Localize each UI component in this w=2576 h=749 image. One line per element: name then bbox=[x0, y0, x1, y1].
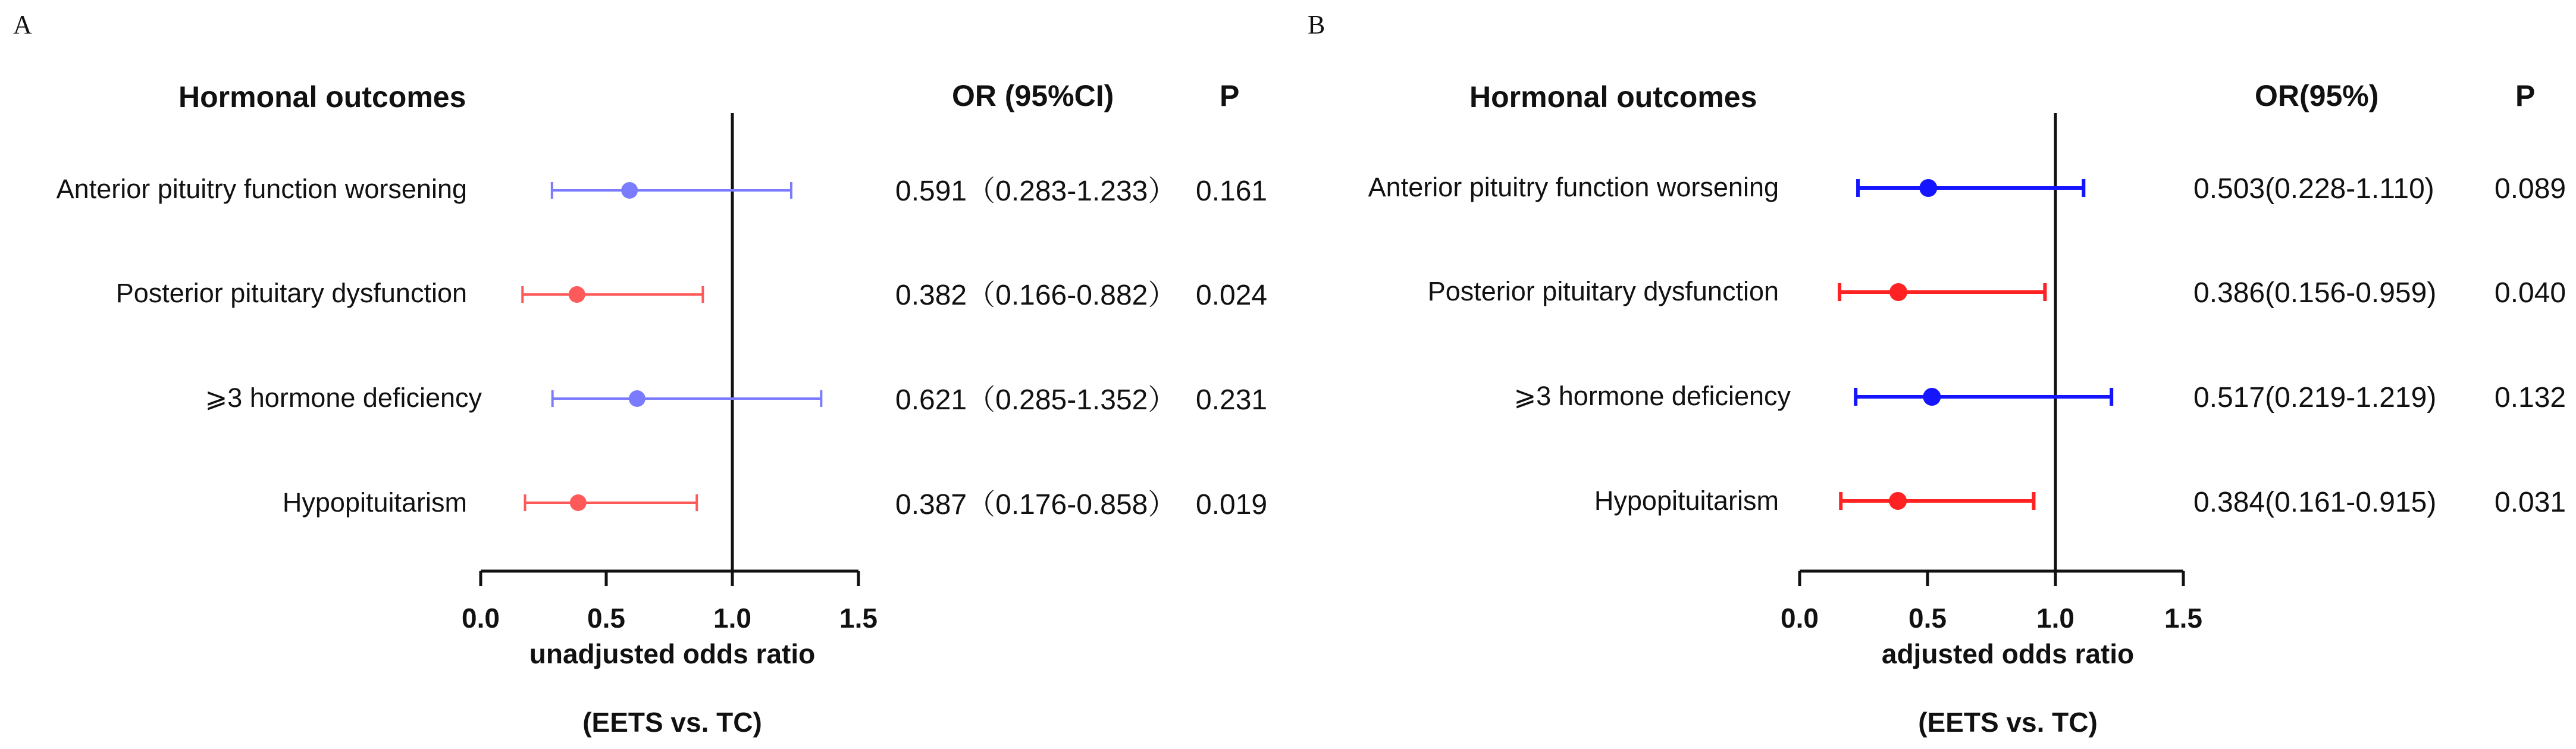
panel-a-point-estimate bbox=[569, 286, 585, 303]
panel-a-x-tick-label: 1.5 bbox=[839, 603, 878, 634]
panel-b-point-estimate bbox=[1919, 179, 1937, 197]
panel-a bbox=[13, 10, 1267, 738]
panel-a-x-axis-title: unadjusted odds ratio bbox=[529, 638, 816, 669]
panel-b-row-label: ⩾3 hormone deficiency bbox=[1513, 381, 1791, 411]
panel-a-or-value: 0.387（0.176-0.858） bbox=[895, 489, 1177, 521]
panel-b-header-or: OR(95%) bbox=[2255, 79, 2379, 112]
panel-b-p-value: 0.031 bbox=[2494, 487, 2566, 518]
panel-a-point-estimate bbox=[621, 182, 638, 199]
panel-b-label: B bbox=[1308, 10, 1325, 39]
panel-a-row-label: Hypopituitarism bbox=[282, 487, 467, 518]
panel-b-x-axis-subtitle: (EETS vs. TC) bbox=[1918, 707, 2098, 738]
panel-a-p-value: 0.231 bbox=[1196, 384, 1268, 416]
panel-a-or-value: 0.382（0.166-0.882） bbox=[895, 280, 1177, 311]
panel-a-or-value: 0.591（0.283-1.233） bbox=[895, 176, 1177, 207]
panel-b-row-label: Hypopituitarism bbox=[1594, 485, 1779, 516]
panel-b-row-label: Posterior pituitary dysfunction bbox=[1427, 276, 1779, 306]
panel-a-x-tick-label: 1.0 bbox=[713, 603, 751, 634]
panel-b-x-axis-title: adjusted odds ratio bbox=[1881, 638, 2135, 669]
panel-b-p-value: 0.132 bbox=[2494, 382, 2566, 413]
panel-b bbox=[1308, 10, 2566, 738]
panel-b-header-p: P bbox=[2515, 79, 2536, 112]
panel-b-x-tick-label: 0.0 bbox=[1781, 603, 1819, 634]
panel-a-p-value: 0.024 bbox=[1196, 280, 1268, 311]
panel-b-x-tick-label: 1.0 bbox=[2036, 603, 2074, 634]
panel-a-header-or: OR (95%CI) bbox=[952, 79, 1114, 112]
panel-a-p-value: 0.161 bbox=[1196, 176, 1268, 207]
panel-b-or-value: 0.386(0.156-0.959) bbox=[2193, 277, 2437, 309]
panel-b-p-value: 0.089 bbox=[2494, 173, 2566, 205]
panel-b-or-value: 0.517(0.219-1.219) bbox=[2193, 382, 2437, 413]
panel-a-x-tick-label: 0.5 bbox=[587, 603, 625, 634]
panel-b-or-value: 0.384(0.161-0.915) bbox=[2193, 487, 2437, 518]
panel-b-point-estimate bbox=[1923, 388, 1941, 406]
panel-a-marks bbox=[522, 182, 821, 511]
panel-b-or-value: 0.503(0.228-1.110) bbox=[2193, 173, 2434, 205]
panel-b-x-tick-label: 0.5 bbox=[1909, 603, 1947, 634]
panel-b-marks bbox=[1839, 179, 2111, 510]
panel-b-point-estimate bbox=[1889, 283, 1907, 301]
panel-a-row-label: Posterior pituitary dysfunction bbox=[115, 278, 467, 308]
panel-a-x-tick-label: 0.0 bbox=[462, 603, 500, 634]
panel-a-or-value: 0.621（0.285-1.352） bbox=[895, 384, 1177, 416]
panel-b-row-label: Anterior pituitry function worsening bbox=[1368, 172, 1779, 202]
panel-a-label: A bbox=[13, 10, 32, 39]
panel-a-header-outcomes: Hormonal outcomes bbox=[178, 80, 466, 114]
panel-a-header-p: P bbox=[1220, 79, 1240, 112]
panel-a-point-estimate bbox=[570, 494, 587, 511]
panel-a-row-label: Anterior pituitry function worsening bbox=[56, 174, 467, 204]
panel-a-point-estimate bbox=[629, 390, 645, 407]
panel-a-row-label: ⩾3 hormone deficiency bbox=[205, 383, 482, 413]
panel-b-header-outcomes: Hormonal outcomes bbox=[1469, 80, 1757, 114]
panel-b-x-tick-label: 1.5 bbox=[2164, 603, 2202, 634]
panel-b-p-value: 0.040 bbox=[2494, 277, 2566, 309]
panel-a-x-axis-subtitle: (EETS vs. TC) bbox=[582, 707, 762, 738]
panel-b-point-estimate bbox=[1889, 492, 1907, 510]
panel-a-p-value: 0.019 bbox=[1196, 489, 1268, 521]
